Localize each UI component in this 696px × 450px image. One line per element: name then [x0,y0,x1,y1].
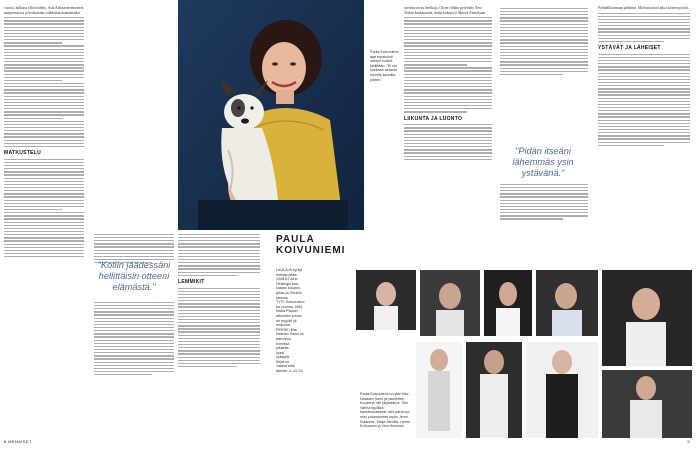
pets-subhead: LEMMIKIT [178,278,205,285]
profile-line: Kirjat vo [276,359,290,364]
profile-line: ilpeä [276,350,284,355]
profile-line: on myydä yli [276,318,297,323]
exercise-subhead: LIIKUNTA JA LUONTO [404,115,463,122]
profile-line: kustan kaupun- [276,286,302,291]
profile-name: PAULA KOIVUNIEMI [276,234,346,256]
collage-caption: Paula Koivuniemi on ylari Mia Naasten Sans ja yanimitse. Konsana niin järjestämä. Tiisi Vanha tyylikkä kaunttumaiseksi vain pahempi mist pukeutuneet myös Jenni Kolander, Maija Mentila, Heimi Kolivanssi ja Vivri Hessinki. [360,392,410,429]
left-column-1 [4,6,84,436]
profile-line: gissa ja Oliverin [276,290,303,295]
profile-line: Jaakot tokit [276,364,295,369]
profile-line: Helsingin kes- [276,281,300,286]
woman-with-dog-illustration [178,0,364,230]
right-column-3 [598,6,690,264]
right-column-1-intro: ostettuu myös herkkuja. Oh en villtäin pyörittäyt New Yorkin kaukatunnia, mutta kukapa ei lähtevä Amerikaan. [404,6,486,15]
right-column-1 [404,6,492,256]
travel-subhead: MATKUSTELU [4,150,42,157]
profile-line: helmikuussa [276,272,297,277]
right-folio: 9 [687,439,690,444]
profile-line: tämme. s. 22-24. [276,369,304,374]
column-1-text-lines [4,17,84,147]
friends-subhead: YSTÄVÄT JA LÄHEISET [598,45,661,52]
profile-line: miljoona. [276,323,291,328]
profile-line: Mutta Paulan [276,309,298,314]
main-portrait-photo [178,0,364,230]
profile-line: mimissa [276,341,290,346]
profile-line: TYÖ: Sanomaturi [276,300,305,305]
profile-line: sa vuonna 1966. [276,304,304,309]
right-column-3-intro: Pyrkiellikumman piliteimi. Mielistiä moni aikoi koinen pyöriä. [598,6,689,10]
left-column-3 [178,232,260,432]
right-column-2-top [500,6,588,126]
right-pull-quote: "Pidän itseäni lähemmäs ysin ystävänä." [512,146,574,178]
profile-line: pariviesu [276,336,291,341]
column-2-upper-lines [94,234,174,264]
profile-line: 1948 AT Aino [276,277,298,282]
profile-line: jokaella [276,346,289,351]
profile-line: PERHE: Mia [276,327,297,332]
left-pull-quote: "Kotiin jäädessäni hellittäisin otteeni elämästä." [97,260,171,292]
profile-line: albumien pooko [276,313,303,318]
profile-line: LAULAJA syntyi [276,268,303,272]
portrait-caption: Paula Koivuniemi ajat tupakointi nainen roollut kielittään. "Ei ole koskaan antanut minulle kauniita pilvien." [370,50,399,82]
left-folio: 8 MENAISET [4,439,32,444]
column-1-lower-lines [4,159,84,258]
profile-line: Nasdan Sansi se [276,332,304,337]
left-column-2-lower [94,300,174,440]
column-1-intro: vuossa, hallussa olla hoidettu. Asia Aleksanteriteatterin naapurustossa ja keskustaan vaihduttua maanantaiksi [4,6,84,15]
right-column-2-lower [500,182,588,262]
profile-facts [276,268,320,408]
profile-line: kanssa. [276,295,289,300]
profile-line: syksyllä. [276,355,290,360]
